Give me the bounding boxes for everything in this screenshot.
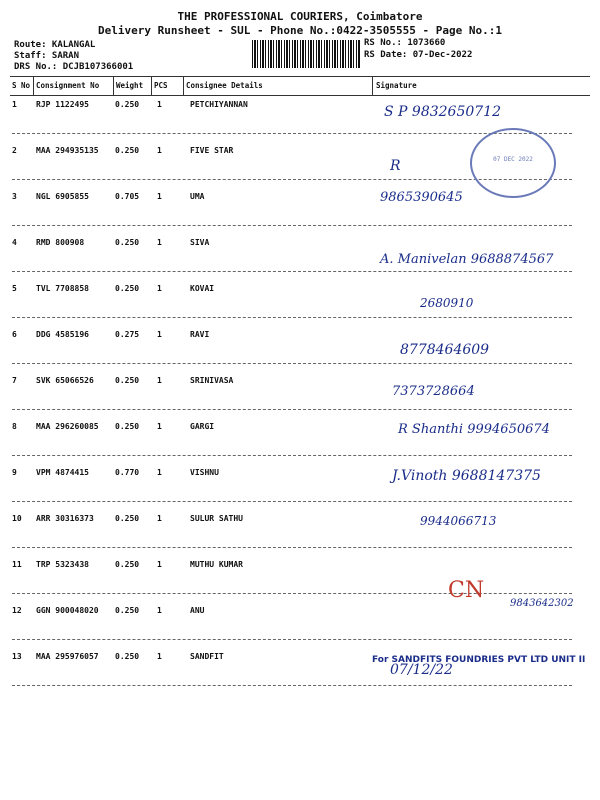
row-pcs: 1: [157, 652, 162, 661]
row-signature: A. Manivelan 9688874567: [380, 252, 554, 267]
row-signature: 8778464609: [400, 342, 490, 358]
row-divider: [12, 501, 572, 502]
row-pcs: 1: [157, 146, 162, 155]
row-consignment: DDG 4585196: [36, 330, 89, 339]
document-subtitle: Delivery Runsheet - SUL - Phone No.:0422-3505555 - Page No.:1: [98, 24, 502, 37]
row-consignment: VPM 4874415: [36, 468, 89, 477]
col-pcs: PCS: [154, 81, 168, 90]
row-signature: 07/12/22: [390, 662, 453, 678]
staff-label: Staff: SARAN: [14, 51, 80, 61]
row-sno: 11: [12, 560, 22, 569]
row-weight: 0.250: [115, 560, 140, 569]
row-consignee: PETCHIYANNAN: [190, 100, 248, 109]
row-divider: [12, 455, 572, 456]
row-consignee: VISHNU: [190, 468, 219, 477]
row-sno: 10: [12, 514, 22, 523]
col-signature: Signature: [376, 81, 417, 90]
row-signature: 9944066713: [420, 514, 497, 528]
row-consignee: FIVE STAR: [190, 146, 234, 155]
col-consignment: Consignment No: [36, 81, 100, 90]
row-weight: 0.275: [115, 330, 140, 339]
row-sno: 1: [12, 100, 17, 109]
row-divider: [12, 685, 572, 686]
row-signature: 2680910: [420, 296, 474, 310]
row-sno: 9: [12, 468, 17, 477]
row-sno: 2: [12, 146, 17, 155]
row-signature: 9843642302: [510, 598, 574, 609]
row-weight: 0.705: [115, 192, 140, 201]
col-divider: [151, 77, 152, 96]
row-consignment: MAA 296260085: [36, 422, 99, 431]
row-signature: 9865390645: [380, 190, 463, 205]
row-consignee: UMA: [190, 192, 205, 201]
row-weight: 0.250: [115, 514, 140, 523]
row-consignment: NGL 6905855: [36, 192, 89, 201]
row-signature: R Shanthi 9994650674: [398, 422, 550, 437]
row-sno: 13: [12, 652, 22, 661]
row-signature: 7373728664: [392, 384, 475, 399]
row-divider: [12, 639, 572, 640]
row-sno: 5: [12, 284, 17, 293]
col-divider: [33, 77, 34, 96]
rs-number: RS No.: 1073660: [364, 38, 446, 48]
row-pcs: 1: [157, 422, 162, 431]
row-consignment: ARR 30316373: [36, 514, 94, 523]
row-weight: 0.250: [115, 652, 140, 661]
drs-number: DRS No.: DCJB107366001: [14, 62, 134, 72]
row-sno: 4: [12, 238, 17, 247]
row-weight: 0.250: [115, 422, 140, 431]
col-divider: [183, 77, 184, 96]
row-consignee: SIVA: [190, 238, 210, 247]
row-consignment: SVK 65066526: [36, 376, 94, 385]
col-divider: [113, 77, 114, 96]
row-divider: [12, 409, 572, 410]
row-consignee: ANU: [190, 606, 205, 615]
row-weight: 0.250: [115, 376, 140, 385]
row-consignee: GARGI: [190, 422, 215, 431]
row-divider: [12, 547, 572, 548]
col-sno: S No: [12, 81, 31, 90]
row-pcs: 1: [157, 560, 162, 569]
table-row: [0, 284, 600, 330]
row-divider: [12, 225, 572, 226]
row-consignment: RJP 1122495: [36, 100, 89, 109]
row-pcs: 1: [157, 376, 162, 385]
row-divider: [12, 363, 572, 364]
row-consignment: TVL 7708858: [36, 284, 89, 293]
row-consignee: RAVI: [190, 330, 210, 339]
table-row: [0, 192, 600, 238]
company-stamp: For SANDFITS FOUNDRIES PVT LTD UNIT II: [372, 655, 586, 665]
row-divider: [12, 271, 572, 272]
round-stamp: 07 DEC 2022: [470, 128, 556, 198]
col-weight: Weight: [116, 81, 144, 90]
table-row: [0, 598, 600, 652]
row-pcs: 1: [157, 100, 162, 109]
document-title: THE PROFESSIONAL COURIERS, Coimbatore: [177, 10, 423, 23]
col-consignee: Consignee Details: [186, 81, 263, 90]
table-row: [0, 514, 600, 560]
row-consignee: SANDFIT: [190, 652, 224, 661]
row-divider: [12, 317, 572, 318]
row-consignment: GGN 900048020: [36, 606, 99, 615]
row-pcs: 1: [157, 330, 162, 339]
table-row: [0, 422, 600, 468]
row-divider: [12, 593, 572, 594]
row-consignment: TRP 5323438: [36, 560, 89, 569]
table-top-rule: [10, 76, 590, 77]
row-consignee: SRINIVASA: [190, 376, 234, 385]
row-weight: 0.250: [115, 100, 140, 109]
table-row: [0, 376, 600, 422]
table-row: [0, 330, 600, 376]
row-consignee: SULUR SATHU: [190, 514, 243, 523]
row-pcs: 1: [157, 238, 162, 247]
row-signature: J.Vinoth 9688147375: [392, 468, 541, 484]
row-consignment: MAA 294935135: [36, 146, 99, 155]
row-sno: 7: [12, 376, 17, 385]
row-signature: S P 9832650712: [384, 104, 501, 120]
row-pcs: 1: [157, 514, 162, 523]
row-pcs: 1: [157, 606, 162, 615]
red-mark: CN: [448, 578, 485, 603]
row-weight: 0.250: [115, 606, 140, 615]
row-consignment: RMD 800908: [36, 238, 85, 247]
row-pcs: 1: [157, 192, 162, 201]
row-sno: 8: [12, 422, 17, 431]
table-header-rule: [10, 95, 590, 96]
row-consignee: KOVAI: [190, 284, 215, 293]
row-weight: 0.250: [115, 146, 140, 155]
barcode: [252, 40, 360, 68]
row-pcs: 1: [157, 284, 162, 293]
row-consignee: MUTHU KUMAR: [190, 560, 243, 569]
col-divider: [372, 77, 373, 96]
row-weight: 0.250: [115, 238, 140, 247]
row-signature: R: [390, 158, 401, 174]
row-consignment: MAA 295976057: [36, 652, 99, 661]
row-sno: 3: [12, 192, 17, 201]
row-weight: 0.770: [115, 468, 140, 477]
row-sno: 12: [12, 606, 22, 615]
row-sno: 6: [12, 330, 17, 339]
row-pcs: 1: [157, 468, 162, 477]
table-row: [0, 238, 600, 284]
rs-date: RS Date: 07-Dec-2022: [364, 50, 473, 60]
row-weight: 0.250: [115, 284, 140, 293]
table-row: [0, 468, 600, 514]
route-label: Route: KALANGAL: [14, 40, 96, 50]
